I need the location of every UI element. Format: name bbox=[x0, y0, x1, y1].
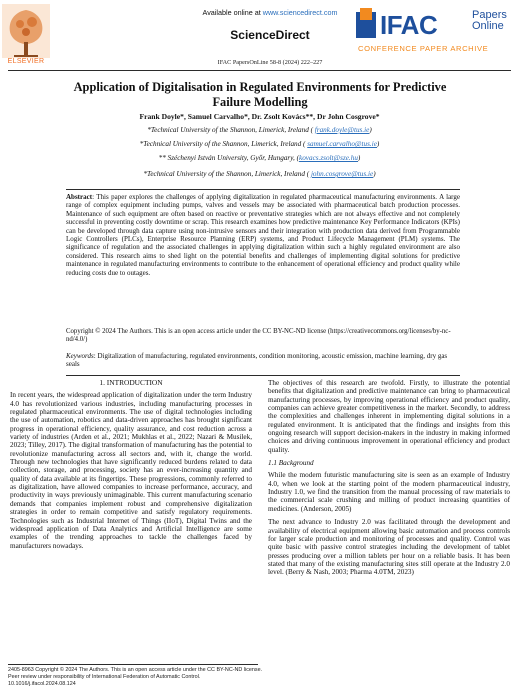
body-right-column bbox=[268, 379, 510, 582]
ifac-papers-word: Papers bbox=[472, 9, 507, 21]
ifac-papers-online-text bbox=[472, 10, 507, 32]
available-online-prefix: Available online at bbox=[202, 8, 263, 17]
abstract-block bbox=[66, 189, 460, 376]
page-footer bbox=[8, 667, 508, 688]
body-left-column bbox=[10, 379, 252, 555]
paper-title-line-2: Failure Modelling bbox=[212, 95, 308, 109]
available-online-line bbox=[170, 8, 370, 17]
keywords bbox=[66, 352, 460, 369]
ifac-archive-tagline: CONFERENCE PAPER ARCHIVE bbox=[358, 44, 489, 53]
sciencedirect-name: ScienceDirect bbox=[230, 28, 310, 42]
background-paragraph-1: While the modern futuristic manufacturing site is seen as an example of Industry 4.0, when we look at the starting point of the modern pharmaceutical industry, Industry 1.0, we find the transition from the manual processing of raw materials to the commercial scale crushing and milling of product increasing quantities of medicines. (Anderson, 2005) bbox=[268, 471, 510, 513]
affiliation-2-text: *Technical University of the Shannon, Limerick, Ireland ( bbox=[139, 140, 308, 148]
journal-citation-line: IFAC PapersOnLine 58-8 (2024) 222–227 bbox=[217, 59, 323, 66]
abstract-text: : This paper explores the challenges of applying digitalization in regulated pharmaceutical manufacturing environments. A large range of complex equipment including pumps, valves and vessels may be associated with pharmaceutical batch production processes. Maintenance of such equipment are often based on reactive or preventative strategies which are not always effective and not completely successful in preventing costly downtime or scrap. This research examines how predictive maintenance Key Performance Indicators (KPIs) can be developed through data capture using non-intrusive sensors and their integration with production data derived from Programmable Logic Controllers (PLCs), Enterprise Resource Planning (ERP) systems, and Product Lifecycle Management (PLM) systems. The significance of regulation and the associated challenges in applying digitalization within such a highly regulated environment are also considered. This research aims to shed light on the potential benefits and challenges of implementing digital solutions for predictive maintenance in regulated manufacturing environments to contribute to the enhancement of operational efficiency and product quality while reducing costs due to outages. bbox=[66, 193, 460, 277]
affiliation-1-text: *Technical University of the Shannon, Limerick, Ireland ( bbox=[147, 126, 315, 134]
affiliation-4-email[interactable]: john.cosgrove@tus.ie bbox=[310, 170, 374, 178]
paper-title-line-1: Application of Digitalisation in Regulated Environments for Predictive bbox=[73, 80, 447, 94]
affiliation-1 bbox=[20, 126, 499, 134]
sciencedirect-link[interactable]: www.sciencedirect.com bbox=[262, 8, 338, 17]
affiliation-2-email[interactable]: samuel.carvalho@tus.ie bbox=[307, 140, 377, 148]
affiliation-3-email[interactable]: kovacs.zsolt@sze.hu bbox=[299, 154, 358, 162]
affiliation-3-text: ** Széchenyi István University, Győr, Hungary, ( bbox=[158, 154, 299, 162]
footer-doi[interactable]: 10.1016/j.ifacol.2024.08.124 bbox=[8, 681, 76, 687]
journal-header bbox=[0, 0, 519, 70]
keywords-label: Keywords bbox=[66, 352, 94, 360]
elsevier-wordmark: ELSEVIER bbox=[7, 58, 45, 65]
affiliation-2 bbox=[20, 140, 499, 148]
affiliation-2-suffix: ) bbox=[376, 140, 380, 148]
abstract-label: Abstract bbox=[66, 193, 93, 201]
affiliation-1-email[interactable]: frank.doyle@tus.ie bbox=[314, 126, 370, 134]
ifac-wordmark: IFAC bbox=[380, 10, 438, 40]
background-paragraph-2: The next advance to Industry 2.0 was facilitated through the development and availability of electrical equipment allowing basic automation and process controls for larger scale production and monitoring of processes and quality. Control was quite basic with passive control strategies including the development of tablet presses producing over a million tablets per hour on a reliable basis. It has been stated that many of the existing manufacturing sites still operate at the Industry 2.0 level. (Berry & Nash, 2003; Pharma 4.0TM, 2023) bbox=[268, 518, 510, 577]
keywords-text: : Digitalization of manufacturing, regulated environments, condition monitoring, acoustic emission, machine learning, dry gas seals bbox=[66, 352, 448, 369]
copyright-notice: Copyright © 2024 The Authors. This is an open access article under the CC BY-NC-ND license (https://creativecommons.org/licenses/by-nc-nd/4.0/) bbox=[66, 328, 451, 344]
objectives-paragraph: The objectives of this research are twofold. Firstly, to illustrate the potential benefits that digitalization and predictive maintenance can bring to pharmaceutical manufacturing processes, by improving operational efficiency and product quality, companies can achieve greater competitiveness in the market. Secondly, to address the complexities and challenges inherent in implementing digital solutions in a regulated environment. It is anticipated that the findings and insights from this ongoing research will support decision-makers in the industry in making informed choices and driving continuous improvement in operational efficiency and product quality. bbox=[268, 379, 510, 454]
ifac-logo-mark-orange bbox=[360, 8, 372, 20]
affiliation-1-suffix: ) bbox=[369, 126, 372, 134]
footer-copyright: 2405-8963 Copyright © 2024 The Authors. This is an open access article under the CC BY-NC-ND license. bbox=[8, 667, 263, 673]
elsevier-tree-logo bbox=[2, 4, 50, 62]
ifac-online-word: Online bbox=[472, 20, 504, 32]
footer-divider bbox=[8, 664, 258, 665]
affiliation-4-text: *Technical University of the Shannon, Limerick, Ireland ( bbox=[143, 170, 311, 178]
intro-paragraph: In recent years, the widespread application of digitalization under the term Industry 4.0 has revolutionized various industries, including manufacturing processes in regulated pharmaceutical environments. The use of digital technologies including the use of automation, robotics and data-driven approaches has brought significant progress in operational efficiency, quality assurance, and cost reduction across a variety of industries (Arden et al., 2021; Mukhlas et al., 2022; Nazari & Musilek, 2023; Tilley, 2017). The digital transformation of manufacturing has the potential to revolutionize manufacturing across all sectors and, with it, change the world. Through new technologies that have significantly reduced burdens related to data collection, storage, and processing, society has an ever-increasing quantity and quality of data available at its fingertips. These progressions, commonly referred to as digitalization, have allowed companies to increase performance, accuracy, and productivity in ways previously unimaginable. This current manufacturing scenario demands that companies implement robust and comprehensive digitalization strategies in order to remain competitive and satisfy regulatory requirements. Technologies such as Industrial Internet of Things (IIoT), Digital Twins and the widespread application of Data Analytics and Artificial Intelligence are some examples of the trending approaches to tackle the challenges faced by manufacturers nowadays. bbox=[10, 391, 252, 550]
abstract bbox=[66, 193, 460, 277]
footer-peer-review: Peer review under responsibility of International Federation of Automatic Control. bbox=[8, 674, 201, 680]
header-divider bbox=[8, 70, 511, 71]
paper-title bbox=[40, 80, 480, 110]
subsection-heading-background: 1.1 Background bbox=[268, 459, 314, 468]
author-list: Frank Doyle*, Samuel Carvalho*, Dr. Zsolt Kovács**, Dr John Cosgrove* bbox=[139, 112, 380, 121]
affiliation-3-suffix: ) bbox=[357, 154, 361, 162]
affiliation-4 bbox=[20, 170, 499, 178]
ifac-papersonline-logo bbox=[356, 8, 516, 56]
affiliation-4-suffix: ) bbox=[373, 170, 376, 178]
affiliation-3 bbox=[20, 154, 499, 162]
section-heading-introduction: 1. INTRODUCTION bbox=[99, 378, 163, 387]
